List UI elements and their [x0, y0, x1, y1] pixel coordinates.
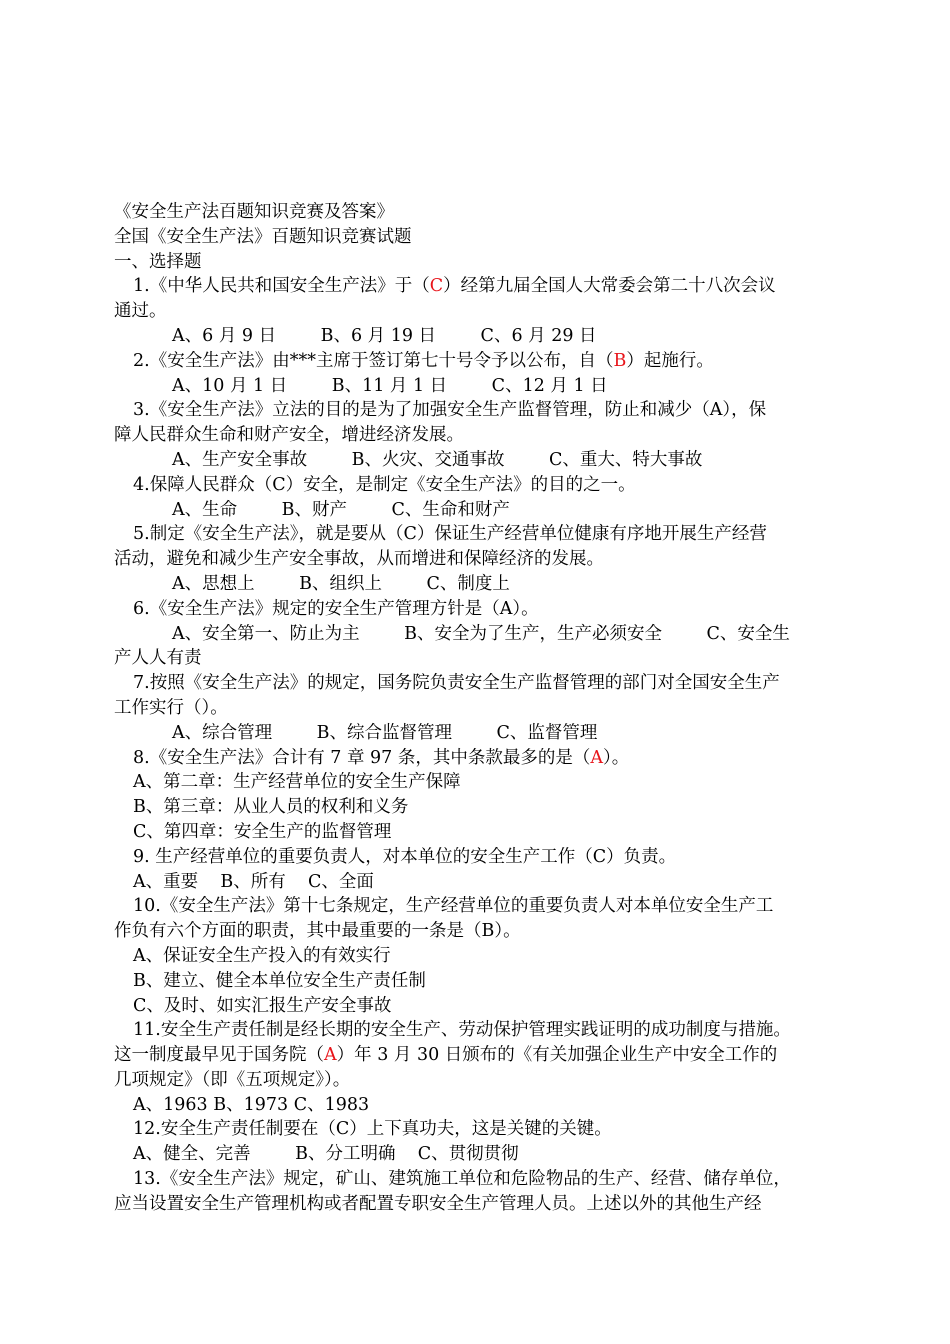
answer-marker: A: [590, 747, 603, 768]
question-text: 8.《安全生产法》合计有 7 章 97 条，其中条款最多的是（: [133, 747, 591, 768]
question-13: 13.《安全生产法》规定，矿山、建筑施工单位和危险物品的生产、经营、储存单位，: [133, 1169, 791, 1190]
question-10-option-c: C、及时、如实汇报生产安全事故: [133, 995, 392, 1016]
question-text: 2.《安全生产法》由***主席于签订第七十号令予以公布，自（: [133, 350, 614, 371]
question-7-cont: 工作实行（）。: [114, 697, 228, 718]
question-text: ）起施行。: [626, 350, 714, 371]
question-4: 4.保障人民群众（C）安全，是制定《安全生产法》的目的之一。: [133, 474, 636, 495]
question-5-cont: 活动，避免和减少生产安全事故，从而增进和保障经济的发展。: [114, 549, 604, 570]
question-6: 6.《安全生产法》规定的安全生产管理方针是（A）。: [133, 598, 539, 619]
question-11: 11.安全生产责任制是经长期的安全生产、劳动保护管理实践证明的成功制度与措施。: [133, 1020, 791, 1041]
question-12-options: A、健全、完善 B、分工明确 C、贯彻贯彻: [133, 1144, 519, 1165]
question-10-option-a: A、保证安全生产投入的有效实行: [133, 945, 391, 966]
question-1-options: A、6 月 9 日 B、6 月 19 日 C、6 月 29 日: [172, 325, 597, 346]
question-text: ）年 3 月 30 日颁布的《有关加强企业生产中安全工作的: [336, 1045, 778, 1066]
question-1: [114, 274, 842, 299]
question-10-cont: 作负有六个方面的职责，其中最重要的一条是（B）。: [114, 921, 521, 942]
question-11-options: A、1963 B、1973 C、1983: [133, 1094, 370, 1115]
question-4-options: A、生命 B、财产 C、生命和财产: [172, 499, 510, 520]
document-page: [114, 200, 842, 1217]
answer-marker: A: [324, 1045, 337, 1066]
question-5: 5.制定《安全生产法》，就是要从（C）保证生产经营单位健康有序地开展生产经营: [133, 524, 767, 545]
question-11-cont2: 几项规定》（即《五项规定》）。: [114, 1069, 351, 1090]
question-2-options: A、10 月 1 日 B、11 月 1 日 C、12 月 1 日: [172, 375, 608, 396]
question-9: 9. 生产经营单位的重要负责人，对本单位的安全生产工作（C）负责。: [133, 846, 677, 867]
question-3-cont: 障人民群众生命和财产安全，增进经济发展。: [114, 425, 464, 446]
answer-marker: B: [613, 350, 627, 371]
answer-marker: C: [429, 276, 444, 297]
question-5-options: A、思想上 B、组织上 C、制度上: [172, 573, 510, 594]
question-text: 1.《中华人民共和国安全生产法》于（: [133, 276, 430, 297]
question-3: 3.《安全生产法》立法的目的是为了加强安全生产监督管理，防止和减少（A），保: [133, 400, 767, 421]
question-10: 10.《安全生产法》第十七条规定，生产经营单位的重要负责人对本单位安全生产工: [133, 896, 774, 917]
question-6-options: A、安全第一、防止为主 B、安全为了生产，生产必须安全 C、安全生: [172, 623, 790, 644]
question-6-cont: 产人人有责: [114, 648, 202, 669]
question-12: 12.安全生产责任制要在（C）上下真功夫，这是关键的关键。: [133, 1119, 612, 1140]
question-8-option-b: B、第三章：从业人员的权利和义务: [133, 797, 409, 818]
question-8-option-a: A、第二章：生产经营单位的安全生产保障: [133, 772, 461, 793]
question-2: [114, 349, 842, 374]
question-1-cont: 通过。: [114, 301, 167, 322]
question-7: 7.按照《安全生产法》的规定，国务院负责安全生产监督管理的部门对全国安全生产: [133, 673, 780, 694]
question-text: 这一制度最早见于国务院（: [114, 1045, 324, 1066]
document-subtitle: 全国《安全生产法》百题知识竞赛试题: [114, 226, 412, 247]
question-text: ）经第九届全国人大常委会第二十八次会议: [443, 276, 776, 297]
question-3-options: A、生产安全事故 B、火灾、交通事故 C、重大、特大事故: [172, 449, 703, 470]
document-title: 《安全生产法百题知识竞赛及答案》: [114, 202, 394, 222]
question-9-options: A、重要 B、所有 C、全面: [133, 871, 374, 892]
question-8-option-c: C、第四章：安全生产的监督管理: [133, 821, 392, 842]
question-10-option-b: B、建立、健全本单位安全生产责任制: [133, 970, 426, 991]
question-8: [114, 746, 842, 771]
question-11-cont: [114, 1043, 842, 1068]
question-text: ）。: [603, 747, 630, 768]
section-heading: 一、选择题: [114, 251, 202, 272]
question-13-cont: 应当设置安全生产管理机构或者配置专职安全生产管理人员。上述以外的其他生产经: [114, 1193, 762, 1214]
question-7-options: A、综合管理 B、综合监督管理 C、监督管理: [172, 722, 598, 743]
